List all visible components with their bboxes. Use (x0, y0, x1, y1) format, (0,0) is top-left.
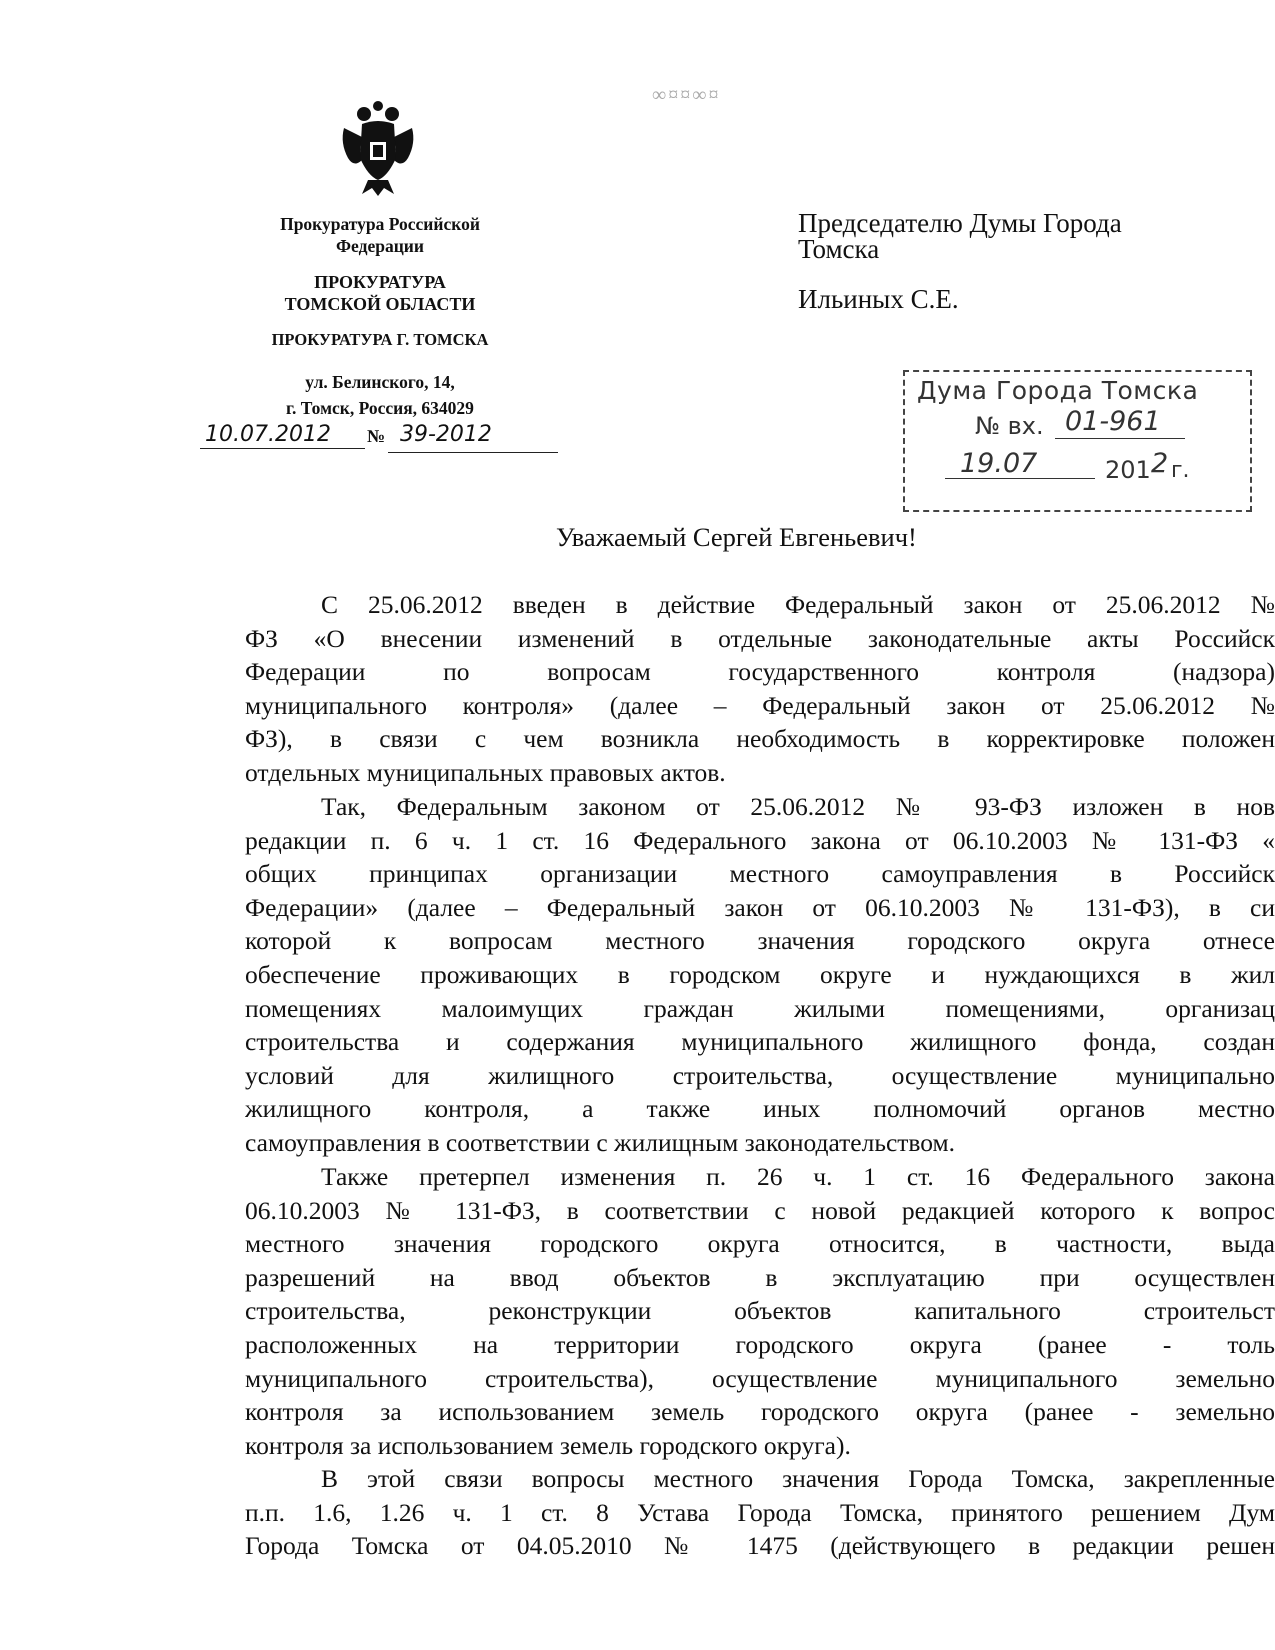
paragraph-line: муниципального строительства), осуществление муниципального земельно (245, 1363, 1275, 1393)
sender-org-line: ТОМСКОЙ ОБЛАСТИ (284, 294, 476, 314)
paragraph-line: общих принципах организации местного самоуправления в Российск (245, 859, 1275, 889)
paragraph-line: обеспечение проживающих в городском округе и нуждающихся в жил (245, 959, 1275, 989)
paragraph-line: разрешений на ввод объектов в эксплуатацию при осуществлен (245, 1262, 1275, 1292)
sender-org-line: Федерации (336, 236, 424, 256)
outgoing-number: 39-2012 (400, 422, 492, 447)
paragraph-line: местного значения городского округа относится, в частности, выда (245, 1229, 1275, 1259)
body-paragraph (245, 1462, 1275, 1563)
header-smudge: ∞¤¤∞¤ (652, 84, 721, 106)
paragraph-line: контроля за использованием земель городского округа). (245, 1430, 851, 1460)
stamp-date-underline (945, 478, 1095, 479)
stamp-in-label: № вх. (975, 412, 1044, 440)
stamp-number-underline (1055, 438, 1185, 439)
paragraph-line: жилищного контроля, а также иных полномочий органов местно (245, 1094, 1275, 1124)
stamp-title: Дума Города Томска (917, 376, 1199, 405)
paragraph-line: условий для жилищного строительства, осуществление муниципально (245, 1060, 1275, 1090)
sender-org-line: Прокуратура Российской (280, 214, 480, 234)
sender-address: г. Томск, Россия, 634029 (286, 398, 474, 418)
sender-address: ул. Белинского, 14, (305, 372, 455, 392)
paragraph-line: Федерации по вопросам государственного контроля (надзора) (245, 657, 1275, 687)
paragraph-line: ФЗ), в связи с чем возникла необходимость в корректировке положен (245, 724, 1275, 754)
paragraph-line: контроля за использованием земель городского округа (ранее - земельно (245, 1397, 1275, 1427)
outgoing-date: 10.07.2012 (205, 422, 331, 447)
outgoing-number-underline (388, 452, 558, 453)
stamp-year-digit: 2 (1151, 448, 1169, 479)
paragraph-line: редакции п. 6 ч. 1 ст. 16 Федерального закона от 06.10.2003 № 131-ФЗ « (245, 825, 1275, 855)
paragraph-line: отдельных муниципальных правовых актов. (245, 757, 726, 787)
paragraph-line: строительства, реконструкции объектов капитального строительст (245, 1296, 1275, 1326)
body-paragraph (245, 790, 1275, 1160)
paragraph-line: муниципального контроля» (далее – Федеральный закон от 25.06.2012 № (245, 690, 1275, 720)
paragraph-line: которой к вопросам местного значения городского округа отнесе (245, 926, 1275, 956)
paragraph-line: С 25.06.2012 введен в действие Федеральный закон от 25.06.2012 № (321, 590, 1275, 619)
outgoing-number-label: № (367, 426, 386, 446)
stamp-year-suffix: г. (1171, 458, 1190, 483)
sender-org-line: ПРОКУРАТУРА Г. ТОМСКА (271, 330, 489, 349)
incoming-stamp (903, 370, 1252, 512)
paragraph-line: Также претерпел изменения п. 26 ч. 1 ст. 16 Федерального закона (321, 1162, 1275, 1191)
paragraph-line: ФЗ «О внесении изменений в отдельные законодательные акты Российск (245, 623, 1275, 653)
coat-of-arms-emblem (338, 98, 418, 198)
body-paragraph (245, 588, 1275, 790)
paragraph-line: помещениях малоимущих граждан жилыми помещениями, организац (245, 993, 1275, 1023)
paragraph-line: Так, Федеральным законом от 25.06.2012 № 93-ФЗ изложен в нов (321, 792, 1275, 821)
sender-org-line: ПРОКУРАТУРА (314, 272, 446, 292)
paragraph-line: п.п. 1.6, 1.26 ч. 1 ст. 8 Устава Города Томска, принятого решением Дум (245, 1497, 1275, 1527)
stamp-in-number: 01-961 (1065, 406, 1161, 437)
paragraph-line: 06.10.2003 № 131-ФЗ, в соответствии с новой редакцией которого к вопрос (245, 1195, 1275, 1225)
paragraph-line: расположенных на территории городского округа (ранее - толь (245, 1329, 1275, 1359)
stamp-date: 19.07 (960, 448, 1038, 479)
recipient-line: Председателю Думы Города (798, 208, 1122, 238)
paragraph-line: самоуправления в соответствии с жилищным законодательством. (245, 1127, 956, 1157)
paragraph-line: В этой связи вопросы местного значения Города Томска, закрепленные (321, 1464, 1275, 1493)
greeting: Уважаемый Сергей Евгеньевич! (556, 522, 917, 552)
body-paragraph (245, 1160, 1275, 1462)
paragraph-line: Города Томска от 04.05.2010 № 1475 (действующего в редакции решен (245, 1531, 1275, 1561)
recipient-name: Ильиных С.Е. (798, 284, 959, 314)
outgoing-date-underline (200, 448, 365, 449)
stamp-year-prefix: 201 (1105, 456, 1151, 484)
paragraph-line: строительства и содержания муниципального жилищного фонда, создан (245, 1027, 1275, 1057)
paragraph-line: Федерации» (далее – Федеральный закон от 06.10.2003 № 131-ФЗ), в си (245, 892, 1275, 922)
recipient-line: Томска (798, 234, 880, 264)
